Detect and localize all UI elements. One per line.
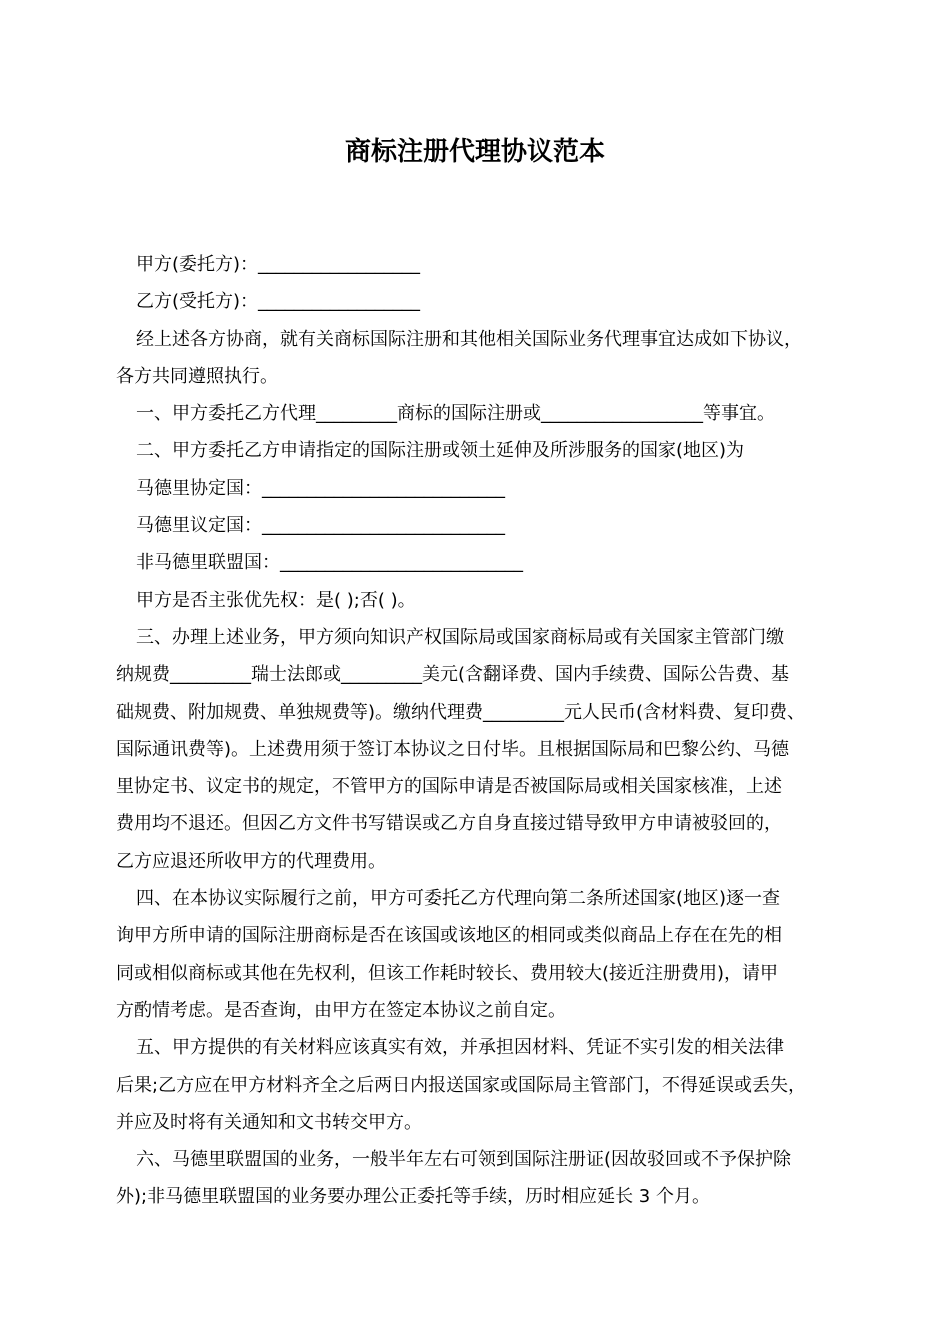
clause-4-line-1: 四、在本协议实际履行之前，甲方可委托乙方代理向第二条所述国家(地区)逐一查: [136, 888, 781, 910]
clause-6-line-1: 六、马德里联盟国的业务，一般半年左右可领到国际注册证(因故驳回或不予保护除: [136, 1149, 792, 1171]
clause-1-line: 一、甲方委托乙方代理_________商标的国际注册或__________________等事宜。: [136, 403, 775, 425]
clause-3-line-6: 费用均不退还。但因乙方文件书写错误或乙方自身直接过错导致甲方申请被驳回的，: [116, 813, 782, 835]
clause-6-line-2: 外);非马德里联盟国的业务要办理公正委托等手续，历时相应延长 3 个月。: [116, 1186, 710, 1208]
preamble-line-1: 经上述各方协商，就有关商标国际注册和其他相关国际业务代理事宜达成如下协议，: [136, 328, 802, 350]
document-title: 商标注册代理协议范本: [344, 137, 605, 167]
clause-3-line-3: 础规费、附加规费、单独规费等)。缴纳代理费_________元人民币(含材料费、复印费、: [116, 701, 806, 723]
preamble-line-2: 各方共同遵照执行。: [116, 365, 278, 387]
party-b-line: 乙方(受托方)：__________________: [136, 291, 421, 313]
clause-3-line-4: 国际通讯费等)。上述费用须于签订本协议之日付毕。且根据国际局和巴黎公约、马德: [116, 738, 790, 760]
madrid-protocol-line: 马德里议定国：___________________________: [136, 515, 505, 537]
clause-3-line-7: 乙方应退还所收甲方的代理费用。: [116, 850, 386, 872]
priority-line: 甲方是否主张优先权：是( );否( )。: [136, 589, 416, 611]
party-a-line: 甲方(委托方)：__________________: [136, 254, 421, 275]
clause-4-line-4: 方酌情考虑。是否查询，由甲方在签定本协议之前自定。: [116, 999, 566, 1021]
clause-5-line-1: 五、甲方提供的有关材料应该真实有效，并承担因材料、凭证不实引发的相关法律: [136, 1037, 784, 1059]
clause-3-line-1: 三、办理上述业务，甲方须向知识产权国际局或国家商标局或有关国家主管部门缴: [136, 626, 784, 648]
clause-5-line-2: 后果;乙方应在甲方材料齐全之后两日内报送国家或国际局主管部门，不得延误或丢失，: [116, 1074, 807, 1096]
clause-2-line: 二、甲方委托乙方申请指定的国际注册或领土延伸及所涉服务的国家(地区)为: [136, 440, 745, 462]
clause-4-line-2: 询甲方所申请的国际注册商标是否在该国或该地区的相同或类似商品上存在在先的相: [116, 925, 782, 947]
document-body: [116, 246, 852, 1216]
madrid-agreement-line: 马德里协定国：___________________________: [136, 477, 505, 499]
non-madrid-line: 非马德里联盟国：___________________________: [136, 552, 523, 574]
clause-3-line-5: 里协定书、议定书的规定，不管甲方的国际申请是否被国际局或相关国家核准，上述: [116, 776, 782, 798]
clause-4-line-3: 同或相似商标或其他在先权利，但该工作耗时较长、费用较大(接近注册费用)，请甲: [116, 962, 779, 984]
clause-3-line-2: 纳规费_________瑞士法郎或_________美元(含翻译费、国内手续费、国际公告费、基: [116, 664, 790, 686]
clause-5-line-3: 并应及时将有关通知和文书转交甲方。: [116, 1111, 422, 1133]
